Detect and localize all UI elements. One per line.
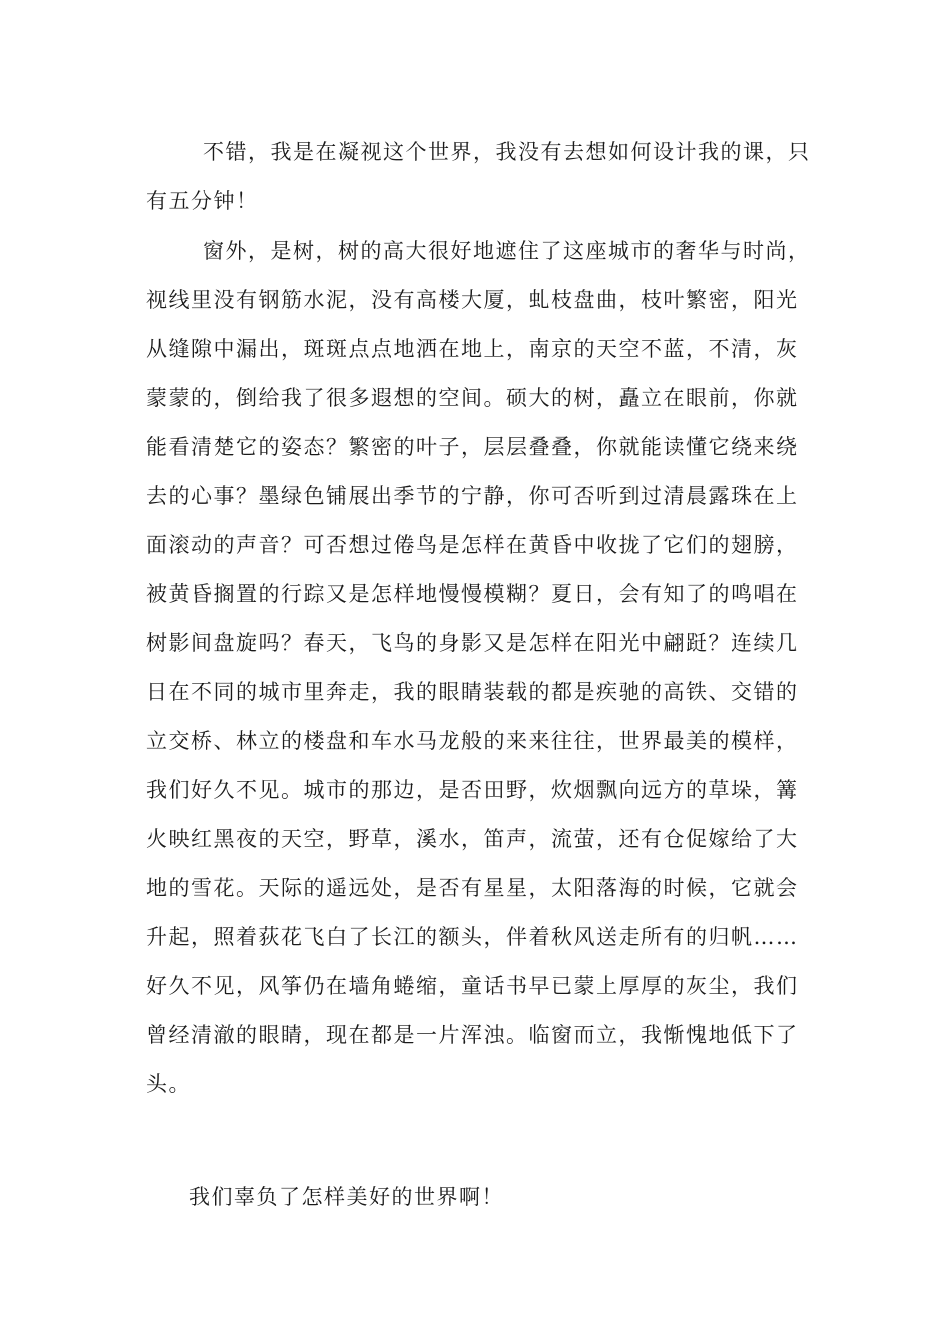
paragraph-2-line-10: 日在不同的城市里奔走，我的眼睛装载的都是疾驰的高铁、交错的 [146, 680, 799, 704]
paragraph-2-line-9: 树影间盘旋吗？春天，飞鸟的身影又是怎样在阳光中翩跹？连续几 [146, 631, 799, 655]
paragraph-2-line-3: 从缝隙中漏出，斑斑点点地洒在地上，南京的天空不蓝，不清，灰 [146, 337, 799, 361]
paragraph-1-line-1: 不错，我是在凝视这个世界，我没有去想如何设计我的课，只 [203, 140, 811, 164]
paragraph-2-line-14: 地的雪花。天际的遥远处，是否有星星，太阳落海的时候，它就会 [146, 876, 799, 900]
paragraph-3: 我们辜负了怎样美好的世界啊！ [189, 1185, 504, 1209]
paragraph-2-line-5: 能看清楚它的姿态？繁密的叶子，层层叠叠，你就能读懂它绕来绕 [146, 435, 799, 459]
paragraph-2-line-4: 蒙蒙的，倒给我了很多遐想的空间。硕大的树，矗立在眼前，你就 [146, 386, 799, 410]
paragraph-2-line-7: 面滚动的声音？可否想过倦鸟是怎样在黄昏中收拢了它们的翅膀， [146, 533, 799, 557]
paragraph-2-line-11: 立交桥、林立的楼盘和车水马龙般的来来往往，世界最美的模样， [146, 729, 799, 753]
paragraph-2-line-12: 我们好久不见。城市的那边，是否田野，炊烟飘向远方的草垛，篝 [146, 778, 799, 802]
paragraph-2-line-15: 升起，照着荻花飞白了长江的额头，伴着秋风送走所有的归帆…… [146, 925, 799, 949]
paragraph-2-line-17: 曾经清澈的眼睛，现在都是一片浑浊。临窗而立，我惭愧地低下了 [146, 1023, 799, 1047]
paragraph-2-line-1: 窗外，是树，树的高大很好地遮住了这座城市的奢华与时尚， [203, 239, 811, 263]
paragraph-2-line-2: 视线里没有钢筋水泥，没有高楼大厦，虬枝盘曲，枝叶繁密，阳光 [146, 288, 799, 312]
paragraph-2-line-8: 被黄昏搁置的行踪又是怎样地慢慢模糊？夏日，会有知了的鸣唱在 [146, 582, 799, 606]
paragraph-2-line-18: 头。 [146, 1072, 191, 1096]
paragraph-2-line-13: 火映红黑夜的天空，野草，溪水，笛声，流萤，还有仓促嫁给了大 [146, 827, 799, 851]
paragraph-2-line-16: 好久不见，风筝仍在墙角蜷缩，童话书早已蒙上厚厚的灰尘，我们 [146, 974, 799, 998]
paragraph-2-line-6: 去的心事？墨绿色铺展出季节的宁静，你可否听到过清晨露珠在上 [146, 484, 799, 508]
paragraph-1-line-2: 有五分钟！ [146, 189, 259, 213]
